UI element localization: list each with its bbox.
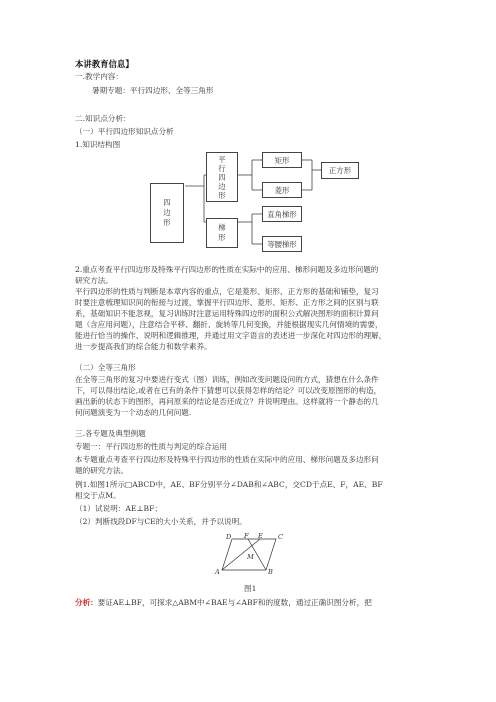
heading: 本讲教育信息】 (75, 59, 134, 69)
label-F: F (244, 532, 249, 540)
question-1: （1）试说明：AE⊥BF； (75, 504, 163, 513)
paragraph-line: 何问题演变为一个动态的几何问题. (75, 408, 192, 417)
example-1-line: 相交于点M。 (75, 491, 121, 500)
paragraph-line: 系，基础知识不能忽视，复习训练时注意运用特殊四边形的面积公式解决图形的面积计算问 (75, 309, 379, 318)
paragraph-line: 在全等三角形的复习中要进行变式（图）训练，例如改变问题设问的方式，猜想在什么条件 (75, 375, 379, 384)
node-rhombus: 菱形 (262, 182, 302, 198)
node-trapezoid: 梯 形 (206, 218, 238, 248)
paragraph-line: 2.重点考查平行四边形及特殊平行四边形的性质在实际中的应用、梯形问题及多边形问题的 (75, 265, 379, 274)
label-C: C (278, 533, 284, 541)
section-3-title: 三.各专题及典型例题 (75, 429, 146, 438)
node-isosceles-trapezoid: 等腰梯形 (262, 236, 302, 252)
label-B: B (268, 568, 273, 576)
paragraph-line: 研究方法。 (75, 276, 113, 285)
label-M: M (247, 553, 254, 561)
analysis-line (75, 598, 372, 608)
topic-intro-line: 本专题重点考查平行四边形及特殊平行四边形的性质在实际中的应用、梯形问题及多边形问 (75, 455, 379, 464)
node-rectangle: 矩形 (262, 152, 302, 168)
section-1-content: 暑期专题：平行四边形、全等三角形 (92, 86, 214, 95)
label-D: D (226, 533, 232, 541)
node-quadrilateral: 四 边 形 (150, 183, 184, 243)
subsection-1-title: （一）平行四边形知识点分析 (75, 127, 174, 136)
node-parallelogram: 平 行 四 边 形 (206, 152, 238, 202)
label-E: E (258, 532, 263, 540)
section-2-title: 二.知识点分析： (75, 114, 131, 123)
section-1-title: 一.教学内容： (75, 72, 123, 81)
paragraph-line: 画出新的状态下的图形，再问原来的结论是否还成立？并说明理由。这样就将一个静态的几 (75, 397, 379, 406)
topic-intro-line: 题的研究方法。 (75, 466, 129, 475)
paragraph-line: 时要注意梳理知识间的衔接与过渡，掌握平行四边形、菱形、矩形、正方形之间的区别与联 (75, 298, 379, 307)
question-2: （2）判断线段DF与CE的大小关系，并予以说明。 (75, 517, 247, 526)
topic-1-title: 专题一：平行四边形的性质与判定的综合运用 (75, 442, 227, 451)
example-1-line: 例1.如图1所示□ABCD中，AE、BF分别平分∠DAB和∠ABC，交CD于点E、F，AE、BF (75, 480, 383, 489)
analysis-text: 要证AE⊥BF，可探求△ABM中∠BAE与∠ABF和的度数，通过正确识图分析，把 (97, 598, 372, 607)
label-A: A (215, 568, 220, 576)
subsection-2-title: （二）全等三角形 (75, 363, 136, 372)
figure-1-caption: 图1 (244, 584, 257, 593)
structure-chart-caption: 1.知识结构图 (75, 140, 121, 149)
node-right-trapezoid: 直角梯形 (262, 206, 302, 222)
paragraph-line: 下，可以得出结论,或者在已有的条件下猜想可以获得怎样的结论？可以改变原图形的构造， (75, 386, 382, 395)
analysis-label: 分析： (75, 598, 98, 607)
paragraph-line: 平行四边形的性质与判断是本章内容的重点，它是菱形、矩形、正方形的基础和铺垫，复习 (75, 287, 379, 296)
node-square: 正方形 (321, 162, 359, 179)
paragraph-line: 能进行恰当的操作、说明和逻辑推理，并通过用文字语言的表述进一步深化对四边形的理解， (75, 331, 387, 340)
paragraph-line: 进一步提高我们的综合能力和数学素养。 (75, 342, 212, 351)
paragraph-line: 题（含应用问题），注意结合平移、翻折、旋转等几何变换，并能根据现实几何情境的需要， (75, 320, 383, 329)
